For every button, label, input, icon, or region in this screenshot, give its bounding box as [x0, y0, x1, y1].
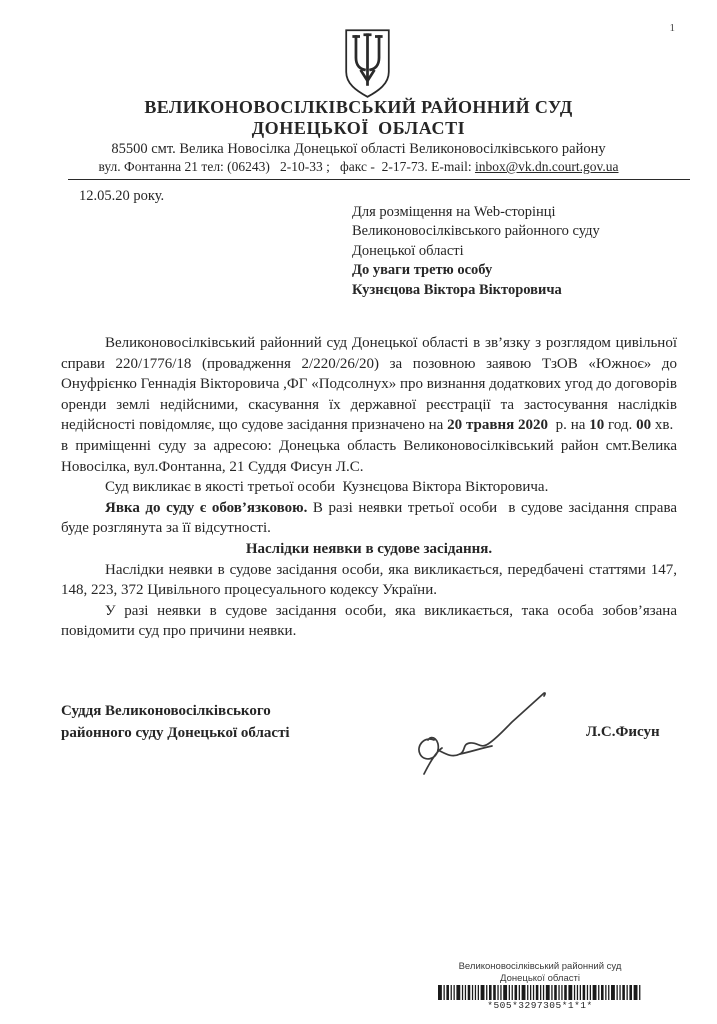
attention-line: До уваги третю особу: [352, 262, 493, 279]
recipient-line: Великоновосілківського районного суду: [352, 223, 600, 240]
body-paragraph-attendance: [61, 498, 677, 539]
barcode-icon: [438, 985, 642, 1000]
court-name-line1: ВЕЛИКОНОВОСІЛКІВСЬКИЙ РАЙОННИЙ СУД: [144, 97, 573, 117]
body-paragraph-case-info: [61, 333, 677, 477]
ukraine-trident-emblem-icon: [340, 27, 395, 106]
body-paragraph-notify: У разі неявки в судове засідання особи, яка викликається, така особа зобов’язана повідомити суд про причини неявки.: [61, 602, 677, 640]
registration-stamp: [435, 961, 645, 1011]
barcode-value: *505*3297305*1*1*: [487, 1000, 593, 1011]
body-text-segment: год.: [604, 417, 637, 434]
attendance-mandatory-text: Явка до суду є обов’язковою.: [105, 499, 308, 516]
hearing-date: 20 травня 2020: [447, 417, 549, 434]
contact-text: вул. Фонтанна 21 тел: (06243) 2-10-33 ; факс - 2-17-73. E-mail:: [98, 159, 475, 174]
recipient-block: [352, 203, 600, 300]
judge-title-line: районного суду Донецької області: [61, 724, 290, 741]
body-text-segment: хв. в приміщенні суду за адресою: Донецька область Великоновосілківський район смт.Велика Новосілка, вул.Фонтанна, 21 Суддя Фисун Л.С.: [61, 417, 677, 475]
court-contact-line: [0, 159, 717, 175]
recipient-line: Донецької області: [352, 242, 464, 259]
header-divider: [68, 179, 690, 180]
body-paragraph-articles: Наслідки неявки в судове засідання особи, яка викликається, передбачені статтями 147, 148, 223, 372 Цивільного процесуального кодексу України.: [61, 561, 677, 599]
court-name-line2: ДОНЕЦЬКОЇ ОБЛАСТІ: [251, 118, 466, 138]
body-text-segment: В разі неявки третьої особи в судове засідання справа буде розглянута за її відсутності.: [61, 499, 677, 537]
body-text-segment: Великоновосілківський районний суд Донецької області в зв’язку з розглядом цивільної справи 220/1776/18 (провадження 2/220/26/20) за позовною заявою ТзОВ «Южноє» до Онуфрієнко Геннадія Вікторовича ,ФГ «Подсолнух» про визнання додаткових угод до договорів оренди землі недійсними, скасування їх державної реєстрації та застосування наслідків недійсності повідомляє, що судове засідання призначено на: [61, 335, 677, 434]
page-number: 1: [669, 22, 675, 34]
stamp-region: Донецької області: [500, 972, 580, 984]
handwritten-signature-icon: [412, 686, 552, 783]
recipient-line: Для розміщення на Web-сторінці: [352, 204, 556, 220]
attention-person-name: Кузнєцова Віктора Вікторовича: [352, 281, 562, 298]
court-email: inbox@vk.dn.court.gov.ua: [474, 159, 619, 174]
letter-body: [61, 333, 677, 642]
court-address-line: 85500 смт. Велика Новосілка Донецької області Великоновосілківського району: [111, 141, 606, 157]
stamp-court-name: Великоновосілківський районний суд: [458, 961, 622, 972]
letter-date: 12.05.20 року.: [79, 188, 165, 204]
signature-title-block: [61, 701, 290, 744]
hearing-hour: 10: [589, 417, 605, 434]
judge-title-line: Суддя Великоновосілківського: [61, 703, 271, 719]
hearing-minute: 00: [636, 417, 652, 434]
body-paragraph-summons: Суд викликає в якості третьої особи Кузнєцова Віктора Вікторовича.: [105, 479, 549, 496]
body-text-segment: р. на: [548, 417, 590, 434]
consequences-heading: Наслідки неявки в судове засідання.: [245, 540, 493, 557]
judge-name: Л.С.Фисун: [586, 724, 660, 740]
